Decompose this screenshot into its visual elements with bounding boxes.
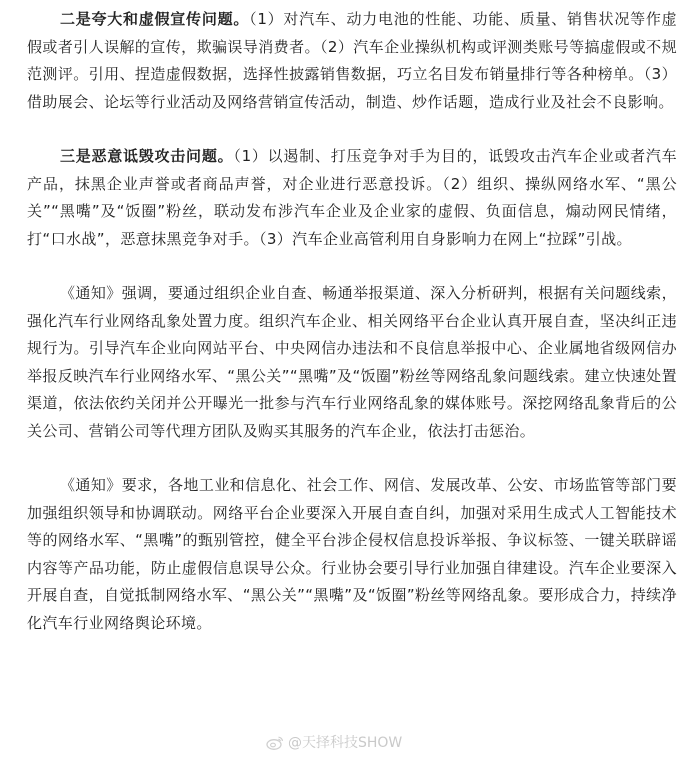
paragraph-notice-emphasis [27,280,677,445]
paragraph-heading: 二是夸大和虚假宣传问题。 [60,10,250,28]
paragraph-exaggeration [27,6,677,116]
paragraph-heading: 三是恶意诋毁攻击问题。 [60,147,234,165]
watermark-text: @天择科技SHOW [288,735,403,751]
paragraph-text: （1）对汽车、动力电池的性能、功能、质量、销售状况等作虚假或者引人误解的宣传，欺骗误导消费者。（2）汽车企业操纵机构或评测类账号等搞虚假或不规范测评。引用、捏造虚假数据，选择性披露销售数据，巧立名目发布销量排行等各种榜单。（3）借助展会、论坛等行业活动及网络营销宣传活动，制造、炒作话题，造成行业及社会不良影响。 [27,10,677,111]
paragraph-text: 《通知》强调，要通过组织企业自查、畅通举报渠道、深入分析研判，根据有关问题线索，强化汽车行业网络乱象处置力度。组织汽车企业、相关网络平台企业认真开展自查，坚决纠正违规行为。引导汽车企业向网站平台、中央网信办违法和不良信息举报中心、企业属地省级网信办举报反映汽车行业网络水军、“黑公关”“黑嘴”及“饭圈”粉丝等网络乱象问题线索。建立快速处置渠道，依法依约关闭并公开曝光一批参与汽车行业网络乱象的媒体账号。深挖网络乱象背后的公关公司、营销公司等代理方团队及购买其服务的汽车企业，依法打击惩治。 [27,284,677,440]
paragraph-defamation [27,143,677,253]
weibo-logo-icon [266,735,284,750]
article-body [27,6,677,637]
paragraph-text: 《通知》要求，各地工业和信息化、社会工作、网信、发展改革、公安、市场监管等部门要加强组织领导和协调联动。网络平台企业要深入开展自查自纠，加强对采用生成式人工智能技术等的网络水军、“黑嘴”的甄别管控，健全平台涉企侵权信息投诉举报、争议标签、一键关联辟谣内容等产品功能，防止虚假信息误导公众。行业协会要引导行业加强自律建设。汽车企业要深入开展自查，自觉抵制网络水军、“黑公关”“黑嘴”及“饭圈”粉丝等网络乱象。要形成合力，持续净化汽车行业网络舆论环境。 [27,476,677,632]
paragraph-notice-requirements [27,472,677,637]
weibo-watermark [266,732,402,752]
paragraph-text: （1）以遏制、打压竞争对手为目的，诋毁攻击汽车企业或者汽车产品，抹黑企业声誉或者商品声誉，对企业进行恶意投诉。（2）组织、操纵网络水军、“黑公关”“黑嘴”及“饭圈”粉丝，联动发布涉汽车企业及企业家的虚假、负面信息，煽动网民情绪，打“口水战”，恶意抹黑竞争对手。（3）汽车企业高管利用自身影响力在网上“拉踩”引战。 [27,147,677,248]
